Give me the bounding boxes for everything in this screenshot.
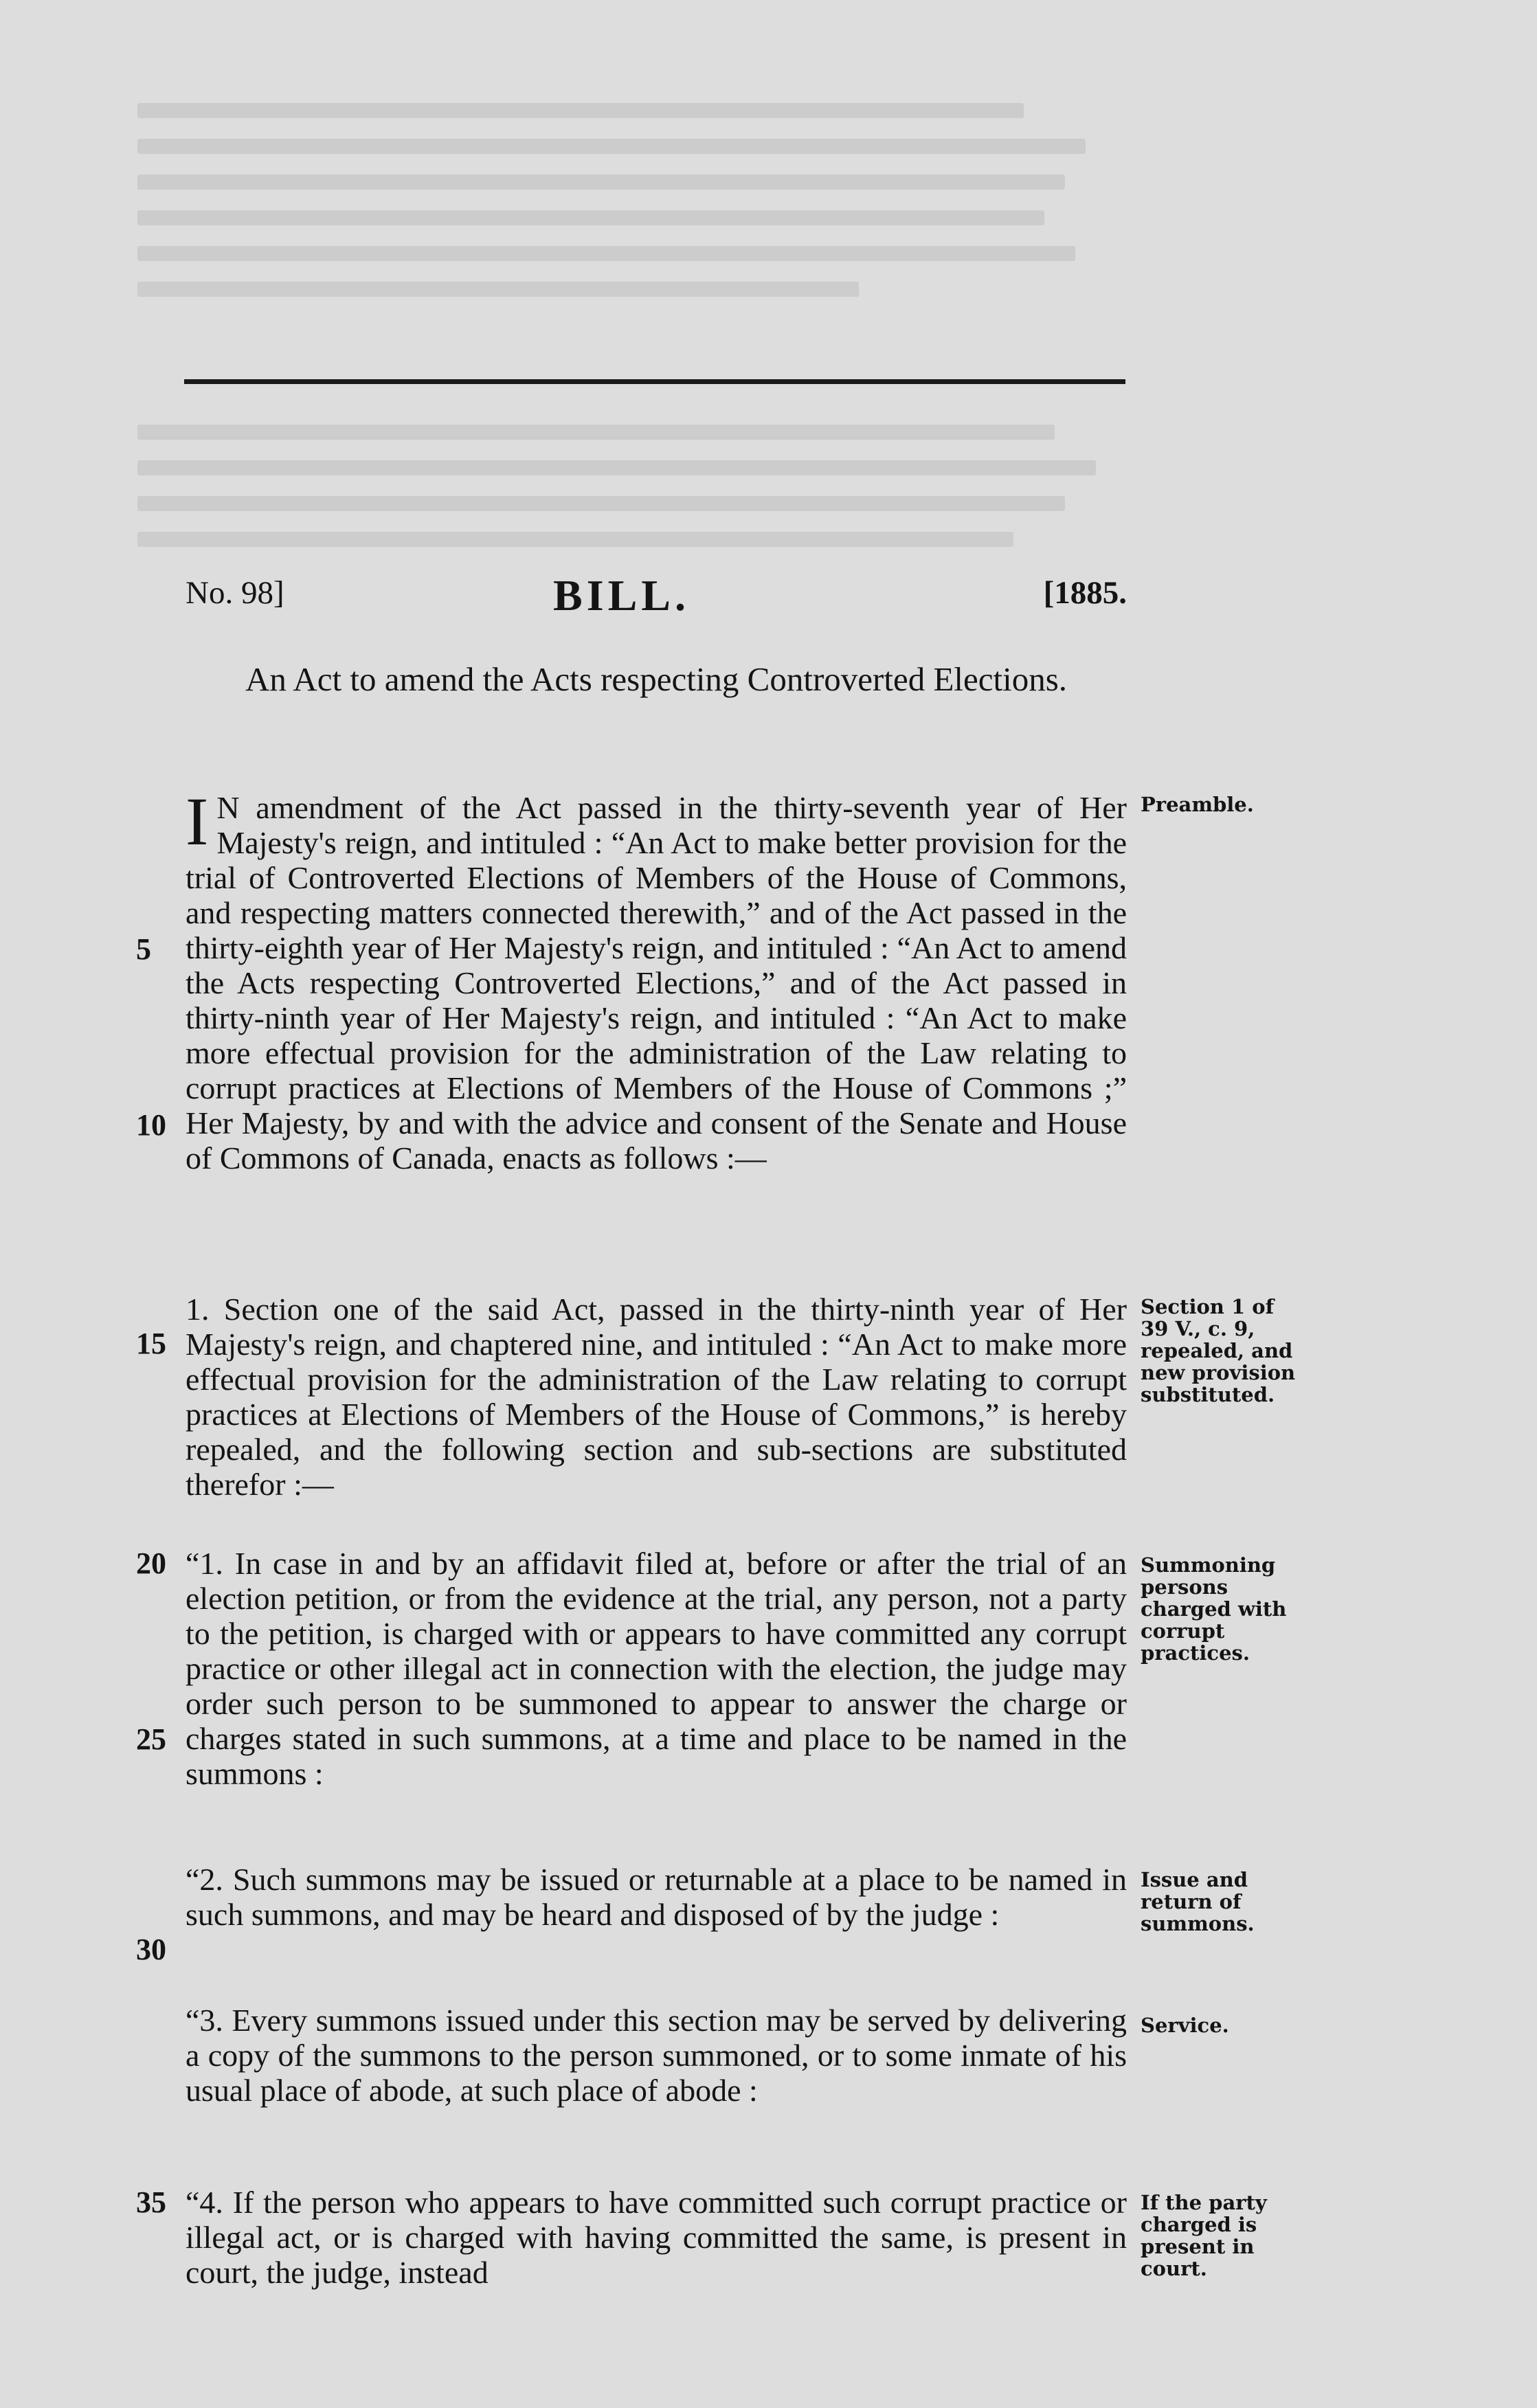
line-number: 10 bbox=[136, 1108, 166, 1142]
margin-note-subsection-3: Service. bbox=[1141, 2014, 1229, 2037]
margin-note-subsection-4: If the party charged is present in court. bbox=[1141, 2191, 1267, 2280]
line-number: 25 bbox=[136, 1722, 166, 1756]
line-number: 20 bbox=[136, 1546, 166, 1580]
line-number: 5 bbox=[136, 932, 151, 966]
margin-note-subsection-1: Summoning persons charged with corrupt practices. bbox=[1141, 1553, 1287, 1665]
subsection-text: “2. Such summons may be issued or returnable at a place to be named in such summons, and may be heard and disposed of by the judge : bbox=[186, 1862, 1127, 1932]
line-number: 35 bbox=[136, 2185, 166, 2219]
margin-note-section-1: Section 1 of 39 V., c. 9, repealed, and new provision substituted. bbox=[1141, 1295, 1296, 1406]
bill-title: BILL. bbox=[553, 571, 690, 620]
preamble-text: N amendment of the Act passed in the thirty-seventh year of Her Majesty's reign, and intituled : “An Act to make better provision for the trial of Controverted Elections of Members of the House of Commons, and respecting matters connected therewith,” and of the Act passed in the thirty-eighth year of Her Majesty's reign, and intituled : “An Act to amend the Acts respecting Controverted Elections,” and of the Act passed in thirty-ninth year of Her Majesty's reign, and intituled : “An Act to make more effectual provision for the administration of the Law relating to corrupt practices at Elections of Members of the House of Commons ;” Her Majesty, by and with the advice and consent of the Senate and House of Commons of Canada, enacts as follows :— bbox=[186, 790, 1127, 1175]
margin-note-subsection-2: Issue and return of summons. bbox=[1141, 1868, 1255, 1935]
bill-header bbox=[186, 570, 1127, 625]
subsection-2 bbox=[186, 1862, 1127, 1932]
show-through-text bbox=[137, 103, 1168, 584]
subsection-text: “4. If the person who appears to have committed such corrupt practice or illegal act, or is charged with having committed the same, is present in court, the judge, instead bbox=[186, 2185, 1127, 2290]
subsection-4 bbox=[186, 2185, 1127, 2290]
line-number: 15 bbox=[136, 1327, 166, 1360]
bill-year: [1885. bbox=[1043, 575, 1127, 611]
section-1 bbox=[186, 1292, 1127, 1502]
bill-number: No. 98] bbox=[186, 575, 284, 611]
dropcap: I bbox=[186, 783, 209, 859]
subsection-text: “3. Every summons issued under this section may be served by delivering a copy of the summons to the person summoned, or to some inmate of his usual place of abode, at such place of abode : bbox=[186, 2003, 1127, 2108]
top-rule bbox=[184, 379, 1125, 384]
margin-note-preamble: Preamble. bbox=[1141, 793, 1254, 816]
preamble bbox=[186, 783, 1127, 1175]
subsection-3 bbox=[186, 2003, 1127, 2108]
line-number: 30 bbox=[136, 1933, 166, 1966]
subsection-text: “1. In case in and by an affidavit filed at, before or after the trial of an election petition, or from the evidence at the trial, any person, not a party to the petition, is charged with or appears to have committed any corrupt practice or other illegal act in connection with the election, the judge may order such person to be summoned to appear to answer the charge or charges stated in such summons, at a time and place to be named in the summons : bbox=[186, 1546, 1127, 1791]
section-text: 1. Section one of the said Act, passed in the thirty-ninth year of Her Majesty's reign, and chaptered nine, and intituled : “An Act to make more effectual provision for the administration of the Law relating to corrupt practices at Elections of Members of the House of Commons,” is hereby repealed, and the following section and sub-sections are substituted therefor :— bbox=[186, 1292, 1127, 1502]
act-title: An Act to amend the Acts respecting Controverted Elections. bbox=[245, 660, 1068, 698]
subsection-1 bbox=[186, 1546, 1127, 1791]
